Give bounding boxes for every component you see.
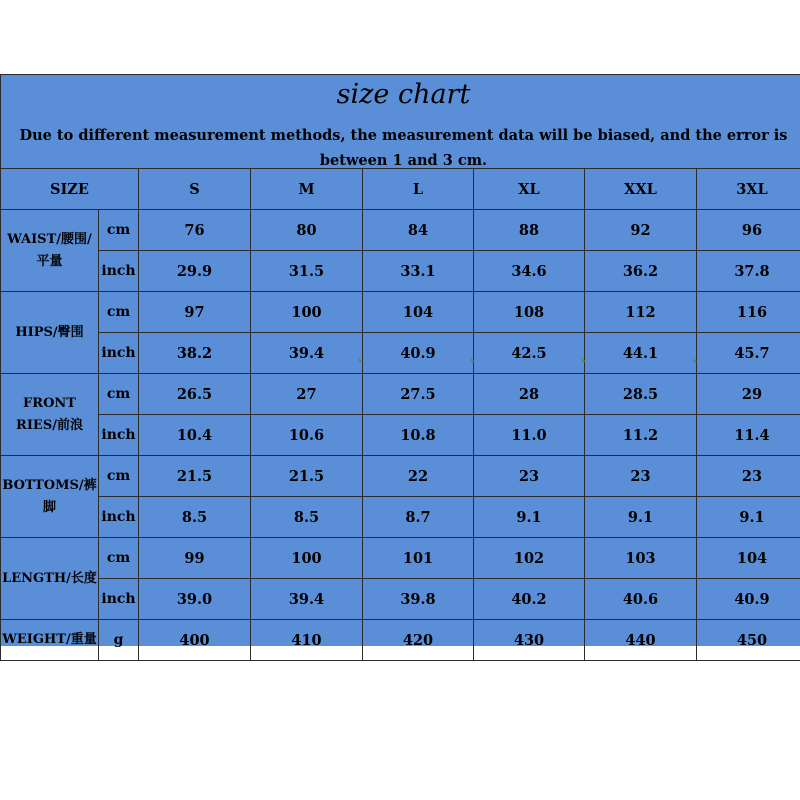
measurement-label: WEIGHT/重量 bbox=[1, 620, 99, 661]
size-column-header: L bbox=[363, 169, 474, 210]
measurement-row bbox=[1, 251, 800, 292]
measurement-value: 450 bbox=[697, 620, 800, 661]
unit-label: cm bbox=[99, 292, 139, 333]
measurement-value: 23 bbox=[697, 456, 800, 497]
unit-label: cm bbox=[99, 456, 139, 497]
measurement-value: 440 bbox=[585, 620, 697, 661]
size-column-header: XL bbox=[474, 169, 585, 210]
size-header-label: SIZE bbox=[1, 169, 139, 210]
measurement-value: 104 bbox=[363, 292, 474, 333]
size-column-header: XXL bbox=[585, 169, 697, 210]
unit-label: cm bbox=[99, 210, 139, 251]
measurement-value: 42.5 bbox=[474, 333, 585, 374]
unit-label: inch bbox=[99, 579, 139, 620]
measurement-value: 45.7 bbox=[697, 333, 800, 374]
measurement-value: 112 bbox=[585, 292, 697, 333]
measurement-value: 400 bbox=[139, 620, 251, 661]
measurement-value: 11.2 bbox=[585, 415, 697, 456]
measurement-label: BOTTOMS/裤脚 bbox=[1, 456, 99, 538]
measurement-label: WAIST/腰围/平量 bbox=[1, 210, 99, 292]
size-column-header: M bbox=[251, 169, 363, 210]
measurement-value: 37.8 bbox=[697, 251, 800, 292]
measurement-value: 88 bbox=[474, 210, 585, 251]
measurement-value: 116 bbox=[697, 292, 800, 333]
size-table bbox=[0, 168, 800, 661]
measurement-value: 99 bbox=[139, 538, 251, 579]
measurement-value: 36.2 bbox=[585, 251, 697, 292]
measurement-value: 101 bbox=[363, 538, 474, 579]
measurement-value: 28.5 bbox=[585, 374, 697, 415]
measurement-value: 39.4 bbox=[251, 333, 363, 374]
size-chart bbox=[0, 74, 800, 649]
measurement-value: 8.5 bbox=[139, 497, 251, 538]
measurement-value: 39.8 bbox=[363, 579, 474, 620]
measurement-value: 33.1 bbox=[363, 251, 474, 292]
unit-label: inch bbox=[99, 333, 139, 374]
measurement-value: 8.7 bbox=[363, 497, 474, 538]
measurement-value: 420 bbox=[363, 620, 474, 661]
measurement-value: 11.4 bbox=[697, 415, 800, 456]
measurement-row bbox=[1, 415, 800, 456]
unit-label: cm bbox=[99, 374, 139, 415]
measurement-value: 28 bbox=[474, 374, 585, 415]
measurement-value: 39.4 bbox=[251, 579, 363, 620]
measurement-value: 100 bbox=[251, 292, 363, 333]
measurement-value: 8.5 bbox=[251, 497, 363, 538]
measurement-value: 21.5 bbox=[251, 456, 363, 497]
measurement-value: 97 bbox=[139, 292, 251, 333]
size-column-header: S bbox=[139, 169, 251, 210]
measurement-row bbox=[1, 538, 800, 579]
measurement-value: 100 bbox=[251, 538, 363, 579]
measurement-value: 40.9 bbox=[697, 579, 800, 620]
measurement-value: 29 bbox=[697, 374, 800, 415]
measurement-value: 10.4 bbox=[139, 415, 251, 456]
measurement-row bbox=[1, 210, 800, 251]
cell-marker bbox=[582, 358, 586, 362]
measurement-value: 92 bbox=[585, 210, 697, 251]
measurement-value: 29.9 bbox=[139, 251, 251, 292]
chart-header bbox=[0, 74, 800, 168]
measurement-label: HIPS/臀围 bbox=[1, 292, 99, 374]
chart-title: size chart bbox=[336, 79, 471, 110]
measurement-value: 27 bbox=[251, 374, 363, 415]
measurement-label: FRONT RIES/前浪 bbox=[1, 374, 99, 456]
measurement-value: 430 bbox=[474, 620, 585, 661]
measurement-row bbox=[1, 497, 800, 538]
cell-marker bbox=[693, 358, 697, 362]
measurement-value: 31.5 bbox=[251, 251, 363, 292]
cell-marker bbox=[359, 358, 363, 362]
measurement-value: 84 bbox=[363, 210, 474, 251]
measurement-row bbox=[1, 374, 800, 415]
measurement-row bbox=[1, 579, 800, 620]
measurement-value: 103 bbox=[585, 538, 697, 579]
measurement-value: 40.9 bbox=[363, 333, 474, 374]
measurement-row bbox=[1, 620, 800, 661]
measurement-value: 40.2 bbox=[474, 579, 585, 620]
measurement-row bbox=[1, 292, 800, 333]
measurement-value: 27.5 bbox=[363, 374, 474, 415]
measurement-note: Due to different measurement methods, the measurement data will be biased, and the error is between 1 and 3 cm. bbox=[19, 127, 788, 169]
measurement-value: 23 bbox=[585, 456, 697, 497]
measurement-row bbox=[1, 456, 800, 497]
measurement-value: 96 bbox=[697, 210, 800, 251]
measurement-row bbox=[1, 333, 800, 374]
unit-label: inch bbox=[99, 251, 139, 292]
measurement-value: 9.1 bbox=[697, 497, 800, 538]
measurement-value: 108 bbox=[474, 292, 585, 333]
measurement-value: 76 bbox=[139, 210, 251, 251]
measurement-value: 102 bbox=[474, 538, 585, 579]
unit-label: g bbox=[99, 620, 139, 661]
size-column-header: 3XL bbox=[697, 169, 800, 210]
measurement-value: 410 bbox=[251, 620, 363, 661]
measurement-value: 104 bbox=[697, 538, 800, 579]
unit-label: cm bbox=[99, 538, 139, 579]
measurement-value: 21.5 bbox=[139, 456, 251, 497]
measurement-value: 10.8 bbox=[363, 415, 474, 456]
unit-label: inch bbox=[99, 415, 139, 456]
measurement-value: 38.2 bbox=[139, 333, 251, 374]
measurement-value: 9.1 bbox=[585, 497, 697, 538]
unit-label: inch bbox=[99, 497, 139, 538]
measurement-value: 9.1 bbox=[474, 497, 585, 538]
measurement-value: 39.0 bbox=[139, 579, 251, 620]
measurement-label: LENGTH/长度 bbox=[1, 538, 99, 620]
measurement-value: 22 bbox=[363, 456, 474, 497]
measurement-value: 34.6 bbox=[474, 251, 585, 292]
measurement-value: 10.6 bbox=[251, 415, 363, 456]
measurement-value: 40.6 bbox=[585, 579, 697, 620]
measurement-value: 80 bbox=[251, 210, 363, 251]
measurement-value: 44.1 bbox=[585, 333, 697, 374]
measurement-value: 11.0 bbox=[474, 415, 585, 456]
size-header-row bbox=[1, 169, 800, 210]
measurement-value: 23 bbox=[474, 456, 585, 497]
measurement-value: 26.5 bbox=[139, 374, 251, 415]
cell-marker bbox=[471, 358, 475, 362]
